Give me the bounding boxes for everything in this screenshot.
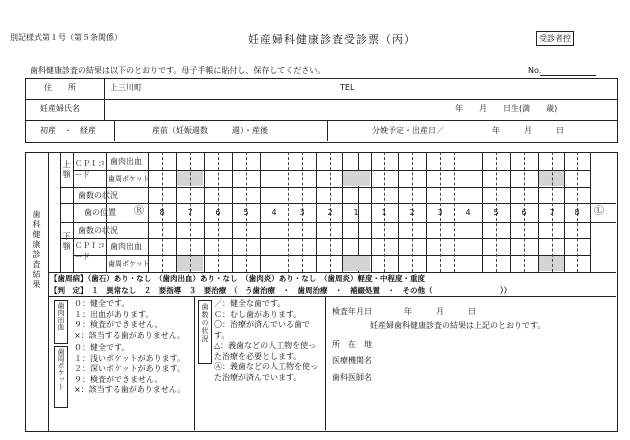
tooth-legend-item: Ⓐ：義歯などの人工物を使った治療が済んでいます。: [214, 362, 318, 382]
section-label: 歯科健康診査結果: [32, 210, 41, 290]
periodontal-status-line: 【歯周病】（歯石）あり・なし （歯肉出血）あり・なし （歯肉炎）あり・なし （歯周炎）軽度・中程度・重度: [50, 274, 425, 283]
tooth-number-cell: 8: [574, 208, 580, 217]
tooth-legend-list: [214, 299, 322, 383]
lower-jaw-label: 下顎: [62, 232, 71, 252]
pocket-legend-item: ２：深いポケットがあります。: [74, 364, 185, 373]
bleed-legend-list: [74, 299, 185, 341]
right-marker: Ⓡ: [134, 206, 144, 217]
bleed-legend-item: ０：健全です。: [74, 299, 130, 308]
tooth-legend-title: 歯数の状況: [201, 303, 209, 343]
gum-bleed-label-lower: 歯肉出血: [110, 242, 142, 251]
tooth-number-cell: 8: [159, 208, 165, 217]
gum-bleed-label-upper: 歯肉出血: [110, 157, 142, 166]
cpi-code-label-upper: ＣＰＩコード: [75, 159, 105, 179]
cpi-code-label-lower: ＣＰＩコード: [75, 241, 105, 261]
tooth-legend-item: Ｃ：むし歯があります。: [214, 309, 302, 319]
prenatal-field: 産前（妊娠週数 週）・産後: [152, 126, 268, 135]
tooth-number-cell: 2: [327, 208, 333, 217]
form-number: 別記様式第１号（第５条関係）: [10, 33, 122, 42]
pocket-legend-item: ０：健全です。: [74, 343, 130, 352]
tooth-legend-item: ／：健全な歯です。: [214, 299, 286, 308]
tooth-legend-item: 〇：治療が済んでいる歯です。: [214, 320, 310, 340]
pocket-legend-item: １：浅いポケットがあります。: [74, 353, 185, 363]
tooth-number-cell: 4: [465, 208, 471, 217]
exam-date-label: 検査年月日: [332, 307, 372, 316]
tooth-number-cell: 5: [243, 208, 249, 217]
address-label: 住 所: [44, 83, 76, 92]
pocket-legend-item: ×：該当する歯がありません。: [74, 385, 186, 394]
receiver-copy-box: 受診者控: [536, 31, 574, 46]
tooth-number-cell: 6: [215, 208, 221, 217]
parity-field: 初産 ・ 経産: [40, 126, 96, 135]
tooth-legend-item: △：義歯などの人工物を使った治療を必要とします。: [214, 341, 317, 361]
left-marker: Ⓛ: [594, 206, 604, 217]
tooth-number-cell: 3: [299, 208, 305, 217]
bleed-legend-item: ×：該当する歯がありません。: [74, 330, 186, 340]
clinic-name-label: 医療機関名: [332, 356, 372, 365]
bleed-legend-item: ９：検査ができません。: [74, 320, 163, 329]
exam-date-field: 年 月 日: [404, 307, 476, 316]
number-label: No.: [528, 66, 542, 75]
tooth-number-cell: 7: [549, 208, 555, 217]
tooth-number-cell: 1: [353, 208, 359, 217]
dentist-name-label: 歯科医師名: [332, 373, 372, 382]
name-label: 妊産婦氏名: [40, 104, 80, 113]
notice-text: 歯科健康診査の結果は以下のとおりです。母子手帳に貼付し、保存してください。: [30, 66, 326, 75]
bleed-legend-item: １：出血があります。: [74, 309, 154, 319]
bleed-legend-title: 歯肉出血: [57, 302, 65, 330]
tooth-number-cell: 3: [437, 208, 443, 217]
clinic-address-label: 所 在 地: [332, 340, 372, 349]
pocket-legend-title: 歯周ポケット: [57, 348, 65, 390]
town-name: 上三川町: [110, 83, 142, 92]
exam-statement: 妊産婦歯科健康診査の結果は上記のとおりです。: [370, 321, 546, 330]
tooth-number-cell: 5: [493, 208, 499, 217]
tooth-state-label-upper: 歯数の状況: [78, 191, 118, 200]
tooth-number-cell: 4: [271, 208, 277, 217]
pocket-legend-list: [74, 343, 185, 396]
tel-label: TEL: [340, 83, 355, 92]
form-title: 妊産婦科健康診査受診票（丙）: [248, 33, 416, 46]
number-underline: [540, 75, 596, 76]
gum-pocket-label-upper: 歯周ポケット: [108, 175, 150, 183]
due-date-field: 年 月 日: [492, 126, 564, 135]
birth-date-field: 年 月 日生(満 歳): [455, 104, 558, 113]
tooth-number-cell: 1: [381, 208, 387, 217]
tooth-number-cell: 2: [409, 208, 415, 217]
due-date-label: 分娩予定・出産日／: [372, 126, 444, 135]
tooth-position-label: 歯の位置: [84, 208, 116, 217]
pocket-legend-item: ９：検査ができません。: [74, 374, 163, 384]
tooth-number-cell: 7: [187, 208, 193, 217]
tooth-number-cell: 6: [521, 208, 527, 217]
judgement-line: 【判 定】 １ 異常なし ２ 要指導 ３ 要治療 （ う歯治療 ・ 歯周治療 ・ 補綴処置 ・ その他（ ））: [50, 286, 512, 295]
upper-jaw-label: 上顎: [62, 160, 71, 180]
tooth-state-label-lower: 歯数の状況: [78, 226, 118, 235]
gum-pocket-label-lower: 歯周ポケット: [108, 260, 150, 268]
